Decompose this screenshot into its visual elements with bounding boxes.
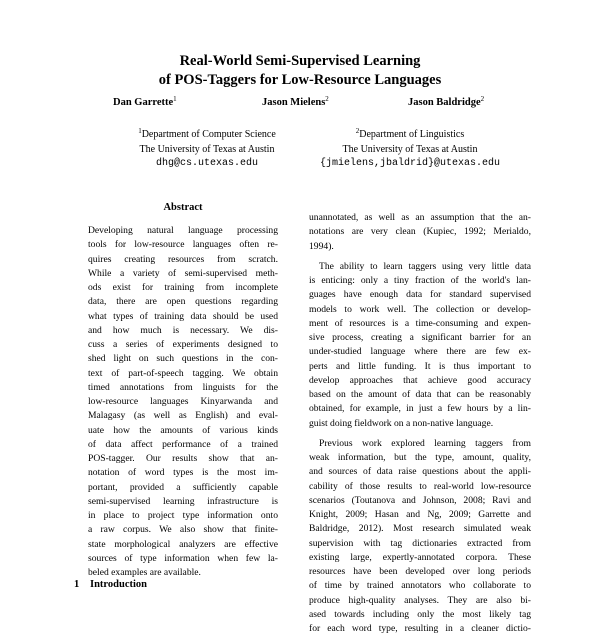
abstract-line: cuss a series of experiments designed to [88, 339, 278, 350]
affil-univ: The University of Texas at Austin [139, 143, 275, 155]
author-name: Dan Garrette [113, 97, 174, 108]
affil-dept: Department of Computer Science [141, 129, 276, 140]
abstract-line: Developing natural language processing [88, 225, 278, 236]
section-heading [74, 579, 147, 590]
abstract-line: quires creating resources from scratch. [88, 253, 278, 265]
body-line: of time by trained annotators who collaborate to [309, 580, 531, 592]
author-name: Jason Mielens [262, 97, 326, 108]
abstract-line: text of part-of-speech tagging. We obtain [88, 367, 278, 379]
abstract-line: a raw corpus. We also show that finite- [88, 524, 278, 536]
author-3 [408, 95, 484, 108]
body-line: models to work well. The collection or develop- [309, 303, 531, 315]
body-line: for each word type, resulting in a cleaner dictio- [309, 623, 531, 634]
author-1 [113, 95, 177, 108]
abstract-line: tools for low-resource languages often re- [88, 239, 278, 251]
abstract-line: beled examples are available. [88, 567, 201, 578]
body-line: 1994). [309, 240, 334, 252]
body-line: sive process, creating a significant barrier for an [309, 332, 531, 343]
abstract-line: low-resource languages Kinyarwanda and [88, 396, 278, 407]
affil-sup: 2 [355, 127, 360, 135]
pos-acronym: POS [88, 453, 106, 464]
abstract-line: notation of word types is the most im- [88, 467, 278, 479]
body-line: existing large, expertly-annotated corpora. These [309, 551, 531, 563]
body-line: scenarios (Toutanova and Johnson, 2008; Ravi and [309, 494, 531, 506]
abstract-line: timed annotations from linguists for the [88, 381, 278, 393]
abstract-line: portant, provided a sufficiently capable [88, 481, 278, 493]
affil-dept: Department of Linguistics [359, 129, 465, 140]
abstract-line: semi-supervised learning infrastructure is [88, 495, 278, 507]
abstract-line: in place to project type information onto [88, 510, 278, 521]
body-line: Previous work explored learning taggers from [319, 437, 531, 449]
author-sup: 1 [173, 95, 177, 103]
abstract-line: sources of type information when few la- [88, 552, 278, 564]
abstract-line: ods exist for training from incomplete [88, 282, 278, 293]
title-line-2: of POS-Taggers for Low-Resource Languages [158, 72, 442, 88]
body-line: ased towards including only the most likely tag [309, 608, 531, 620]
body-line: based on the amount of data that can be reasonably [309, 389, 531, 400]
affiliation-2 [290, 124, 530, 172]
body-line: cability of those results to real-world low-resource [309, 480, 531, 492]
abstract-line: and how much is necessary. We dis- [88, 324, 278, 336]
body-line: Knight, 2009; Hasan and Ng, 2009; Garrette and [309, 509, 531, 520]
abstract-line: what types of training data should be used [88, 310, 278, 322]
body-line: under-studied language where there are few ex- [309, 346, 531, 358]
body-line: is enticing: only a tiny fraction of the world's lan- [309, 275, 531, 286]
body-line: supervision with tag dictionaries extracted from [309, 537, 531, 549]
body-line: guist doing fieldwork on a non-native language. [309, 417, 494, 429]
abstract-line: Malagasy (as well as English) and eval- [88, 410, 278, 422]
body-line: develop approaches that achieve good accuracy [309, 374, 531, 386]
abstract-line: data, there are open questions regarding [88, 296, 278, 308]
affil-email: {jmielens,jbaldrid}@utexas.edu [319, 158, 501, 169]
abstract-line: While a variety of semi-supervised meth- [88, 267, 278, 279]
abstract-line: uate how the amounts of various kinds [88, 424, 278, 436]
body-text-right [309, 211, 531, 636]
abstract-line: POS-tagger. Our results show that an- [88, 453, 278, 464]
body-line: ment of resources is a time-consuming and expen- [309, 317, 531, 329]
abstract-line: shed light on such questions in the con- [88, 353, 278, 365]
body-line: weak information, but the type, amount, quality, [309, 452, 531, 463]
section-number: 1 [74, 579, 80, 590]
body-line: resources have been developed over long periods [309, 566, 531, 577]
abstract-line: state morphological analyzers are effective [88, 538, 278, 550]
author-sup: 2 [325, 95, 329, 103]
abstract-line: of data affect performance of a trained [88, 438, 278, 450]
body-line: guages have enough data for standard supervised [309, 289, 531, 301]
body-line: unannotated, as well as an assumption that the an- [309, 212, 531, 223]
author-sup: 2 [480, 95, 485, 103]
abstract-body [88, 224, 278, 580]
abstract-heading: Abstract [163, 202, 203, 213]
affiliation-1 [92, 124, 322, 172]
author-2 [262, 95, 329, 108]
affil-sup: 1 [138, 127, 142, 135]
body-line: perts and little funding. It is thus important to [309, 360, 531, 372]
body-line: and sources of data raise questions about the appli- [309, 466, 531, 478]
body-line: obtained, for example, in just a few hours by a lin- [309, 403, 531, 415]
affil-email: dhg@cs.utexas.edu [155, 158, 259, 169]
section-title: Introduction [90, 579, 147, 590]
body-line: Baldridge, 2012). Most research simulated weak [309, 523, 531, 535]
affil-univ: The University of Texas at Austin [342, 143, 478, 155]
title-line-1: Real-World Semi-Supervised Learning [179, 53, 421, 69]
author-name: Jason Baldridge [408, 97, 481, 108]
paper-title [0, 52, 600, 90]
body-line: notations are very clean (Kupiec, 1992; Merialdo, [309, 226, 531, 238]
body-line: The ability to learn taggers using very little data [319, 260, 531, 272]
body-line: produce high-quality analyses. They are also bi- [309, 594, 531, 606]
